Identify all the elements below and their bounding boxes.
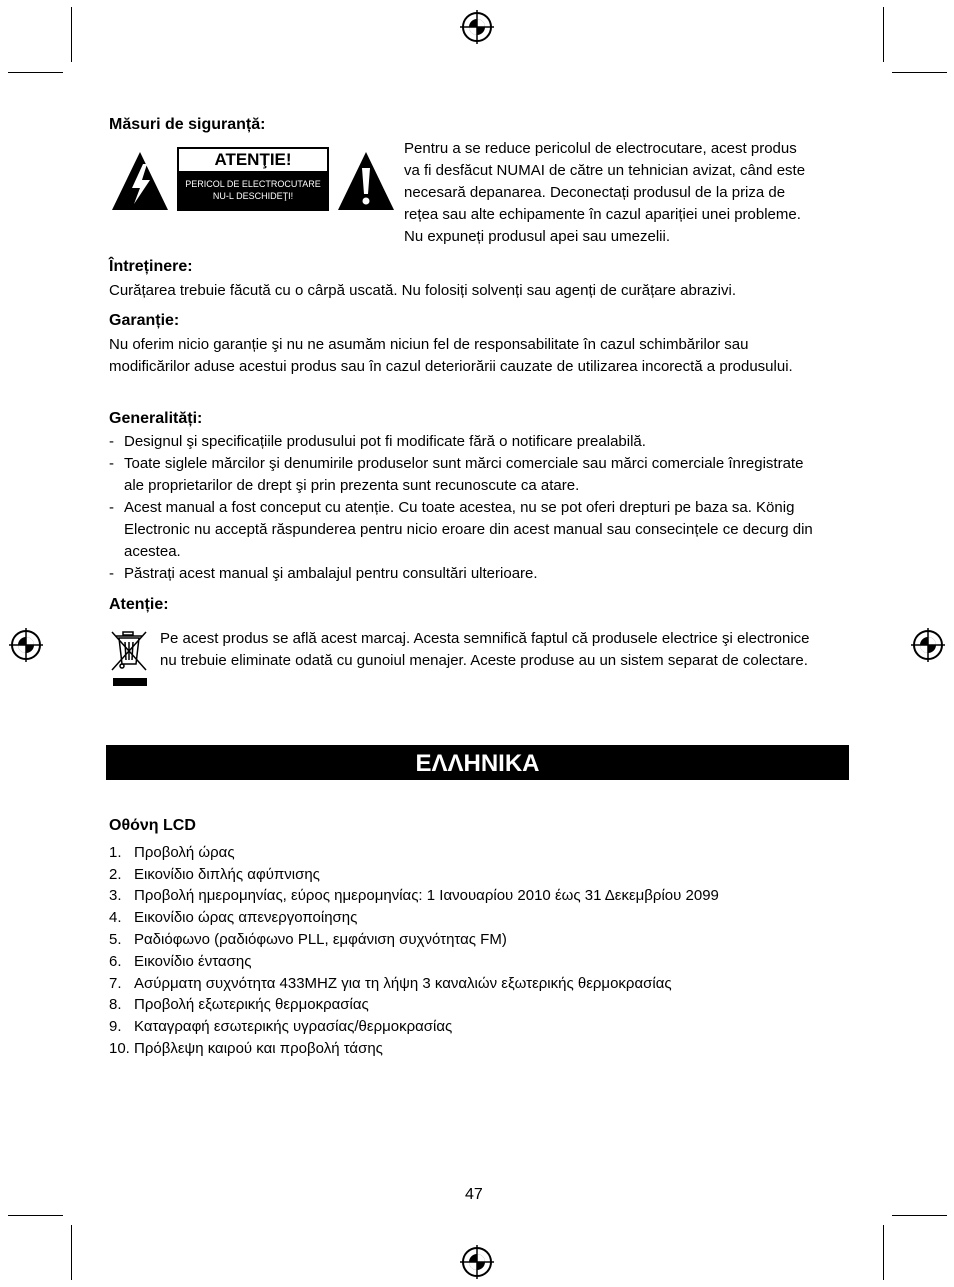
list-number: 4. bbox=[109, 909, 122, 926]
warning-box bbox=[177, 147, 329, 211]
list-item-text: Προβολή ώρας bbox=[134, 844, 235, 861]
list-item: - Acest manual a fost conceput cu atenție. Cu toate acestea, nu se pot oferi drepturi pe baza sa. König Electronic nu acceptă răspunderea pentru nicio eroare din acest manual sau consecințele ce decurg din acestea. bbox=[109, 497, 854, 563]
list-item-text: Καταγραφή εσωτερικής υγρασίας/θερμοκρασίας bbox=[134, 1018, 453, 1035]
list-item bbox=[109, 973, 672, 995]
list-item-text: Păstrați acest manual şi ambalajul pentru consultări ulterioare. bbox=[124, 565, 538, 582]
list-item-text: Εικονίδιο διπλής αφύπνισης bbox=[134, 866, 320, 883]
warning-box-line1: PERICOL DE ELECTROCUTARE bbox=[185, 179, 321, 189]
list-number: 7. bbox=[109, 975, 122, 992]
list-number: 6. bbox=[109, 953, 122, 970]
list-number: 9. bbox=[109, 1018, 122, 1035]
crop-mark bbox=[892, 1215, 947, 1216]
crop-mark bbox=[8, 72, 63, 73]
list-number: 2. bbox=[109, 866, 122, 883]
general-heading: Generalități: bbox=[109, 410, 203, 427]
safety-line: Pentru a se reduce pericolul de electrocutare, acest produs bbox=[404, 140, 797, 157]
crossed-bin-icon bbox=[110, 628, 150, 690]
safety-heading: Măsuri de siguranță: bbox=[109, 116, 266, 133]
page-number: 47 bbox=[465, 1186, 483, 1203]
list-number: 1. bbox=[109, 844, 122, 861]
list-item: - Toate siglele mărcilor şi denumirile produselor sunt mărci comerciale sau mărci comerciale înregistrate ale proprietarilor de drept şi prin prezenta sunt recunoscute ca atare. bbox=[109, 453, 854, 497]
list-item-text: Ασύρματη συχνότητα 433MHZ για τη λήψη 3 καναλιών εξωτερικής θερμοκρασίας bbox=[134, 975, 672, 992]
safety-text bbox=[404, 138, 854, 248]
lightning-warning-icon bbox=[110, 150, 170, 212]
list-item-text: Designul şi specificațiile produsului pot fi modificate fără o notificare prealabilă. bbox=[124, 433, 646, 450]
attention-heading: Atenție: bbox=[109, 596, 169, 613]
safety-line: va fi desfăcut NUMAI de către un tehnician avizat, când este bbox=[404, 162, 806, 179]
list-item: - Designul şi specificațiile produsului pot fi modificate fără o notificare prealabilă. bbox=[109, 431, 854, 453]
list-item bbox=[109, 1016, 452, 1038]
list-number: 10. bbox=[109, 1040, 130, 1057]
list-number: 3. bbox=[109, 887, 122, 904]
warning-box-title: ATENŢIE! bbox=[214, 150, 292, 169]
list-item bbox=[109, 864, 320, 886]
list-item bbox=[109, 907, 357, 929]
list-item bbox=[109, 929, 507, 951]
exclamation-warning-icon bbox=[336, 150, 396, 212]
crop-mark bbox=[8, 1215, 63, 1216]
crop-mark bbox=[71, 7, 72, 62]
section-title: ΕΛΛΗΝΙΚΑ bbox=[415, 750, 540, 777]
safety-line: Nu expuneți produsul apei sau umezelii. bbox=[404, 228, 670, 245]
list-item-text: Ραδιόφωνο (ραδιόφωνο PLL, εμφάνιση συχνότητας FM) bbox=[134, 931, 507, 948]
crop-mark bbox=[883, 7, 884, 62]
crop-mark bbox=[71, 1225, 72, 1280]
crop-mark bbox=[892, 72, 947, 73]
list-item-text: Εικονίδιο ώρας απενεργοποίησης bbox=[134, 909, 358, 926]
registration-mark-icon bbox=[9, 628, 43, 662]
registration-mark-icon bbox=[460, 10, 494, 44]
list-item bbox=[109, 842, 235, 864]
maintenance-heading: Întreținere: bbox=[109, 258, 193, 275]
list-item-text: Προβολή εξωτερικής θερμοκρασίας bbox=[134, 996, 369, 1013]
list-item bbox=[109, 885, 719, 907]
list-item-text: Προβολή ημερομηνίας, εύρος ημερομηνίας: 1 Ιανουαρίου 2010 έως 31 Δεκεμβρίου 2099 bbox=[134, 887, 719, 904]
warranty-text: Nu oferim nicio garanție şi nu ne asumăm niciun fel de responsabilitate în cazul schimbărilor sau modificărilor aduse acestui produs sau în cazul deteriorării cauzate de utilizarea incorectă a produsului. bbox=[109, 336, 793, 375]
warranty-heading: Garanție: bbox=[109, 312, 180, 329]
warning-box-line2: NU-L DESCHIDEŢI! bbox=[212, 191, 294, 201]
registration-mark-icon bbox=[460, 1245, 494, 1279]
safety-line: necesară depanarea. Deconectați produsul de la priza de bbox=[404, 184, 786, 201]
list-item-text: Πρόβλεψη καιρού και προβολή τάσης bbox=[134, 1040, 383, 1057]
crop-mark bbox=[883, 1225, 884, 1280]
list-item bbox=[109, 994, 369, 1016]
list-item bbox=[109, 951, 251, 973]
list-item: - Păstrați acest manual şi ambalajul pentru consultări ulterioare. bbox=[109, 563, 854, 585]
list-number: 8. bbox=[109, 996, 122, 1013]
list-number: 5. bbox=[109, 931, 122, 948]
list-item-text: Εικονίδιο έντασης bbox=[134, 953, 252, 970]
registration-mark-icon bbox=[911, 628, 945, 662]
list-item-text: Toate siglele mărcilor şi denumirile produselor sunt mărci comerciale sau mărci comerciale înregistrate ale proprietarilor de drept şi prin prezenta sunt recunoscute ca atare. bbox=[124, 455, 804, 494]
list-item bbox=[109, 1038, 383, 1060]
maintenance-text: Curățarea trebuie făcută cu o cârpă uscată. Nu folosiți solvenți sau agenți de curățare abrazivi. bbox=[109, 282, 737, 299]
list-item-text: Acest manual a fost conceput cu atenție. Cu toate acestea, nu se pot oferi drepturi pe baza sa. König Electronic nu acceptă răspunderea pentru nicio eroare din acest manual sau consecințele ce decurg din acestea. bbox=[124, 499, 813, 560]
lcd-heading: Οθόνη LCD bbox=[109, 817, 196, 834]
safety-line: rețea sau alte echipamente în cazul apariției unei probleme. bbox=[404, 206, 801, 223]
attention-text: Pe acest produs se află acest marcaj. Acesta semnifică faptul că produsele electrice şi electronice nu trebuie eliminate odată cu gunoiul menajer. Aceste produse au un sistem separat de colectare. bbox=[160, 630, 810, 669]
section-title-bar bbox=[106, 745, 849, 780]
